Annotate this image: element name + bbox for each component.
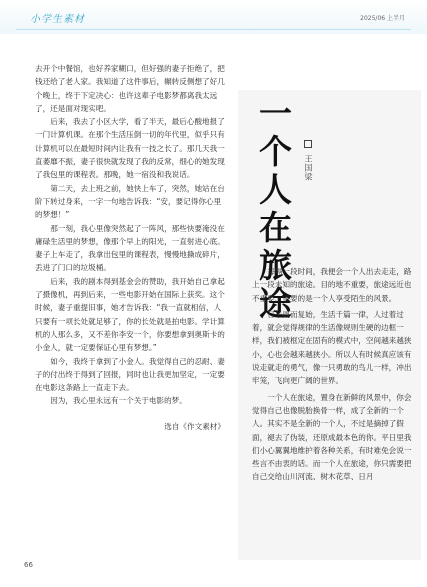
- paragraph: 日子周而复始，生活千篇一律，人过着过着，就会觉得规律的生活像规则生硬的边框一样，我们被框定在固有的模式中，空间越来越狭小，心也会越来越狭小。所以人有时候真应该有说走就走的勇气，像一只勇敢的鸟儿一样，冲出牢笼，飞向更广阔的世界。: [252, 309, 412, 386]
- author-box-icon: [304, 140, 312, 148]
- header-rule: [16, 29, 411, 30]
- magazine-logo: 小学生素材: [30, 14, 85, 25]
- paragraph: 因为，我心里永远有一个关于电影的梦。: [50, 396, 187, 406]
- paragraph: 一个人在旅途，置身在新鲜的风景中，你会觉得自己也像脱胎换骨一样，成了全新的一个人。其实不是全新的一个人，不过是摘掉了假面，褪去了伪装，还原成最本色的你。平日里我们小心翼翼地维护着各种关系，有时难免会说一些言不由衷的话。而一个人在旅途，你只需要把自己交给山川河流、树木花草、日月: [252, 392, 412, 482]
- right-column-text: [252, 265, 412, 487]
- left-column-text: [35, 62, 225, 433]
- issue-date: 2025/06 上半月: [360, 15, 405, 22]
- article-source: 选自《作文素材》: [164, 421, 225, 431]
- paragraph: 后来，我去了小区大学，看了半天，最后心酸地报了一门计算机课。在那个生活压倒一切的年代里，似乎只有计算机可以在最短时间内让我有一技之长了。那几天我一直萎靡不振，妻子很快就发现了我的反常，细心的她发现了我包里的课程表。那晚，她一宿没和我说话。: [35, 117, 225, 180]
- paragraph: 那一刻，我心里像突然起了一阵风，那些快要淹没在庸碌生活里的梦想，像那个早上的阳光，一直射进心底。妻子上车走了，我拿出包里的课程表，慢慢地撕成碎片，丢进了门口的垃圾桶。: [35, 223, 225, 273]
- paragraph: 去开个中餐馆，也好养家糊口，但好强的妻子拒绝了，把钱还给了老人家。我知道了这件事后，辗转反侧想了好几个晚上，终于下定决心：也许这辈子电影梦都离我太远了，还是面对现实吧。: [35, 64, 225, 113]
- author-name: 王国梁: [304, 154, 313, 182]
- paragraph: 每隔一段时间，我便会一个人出去走走，路上一段未知的旅途。目的地不重要，旅途远近也不重要，重要的是一个人享受陌生的风景。: [252, 267, 412, 303]
- page-header: [0, 0, 427, 34]
- article-title: 一个人在旅途: [254, 96, 293, 324]
- author-byline: [303, 140, 314, 182]
- paragraph: 第二天，去上班之前，她快上车了，突然，她站在台阶下转过身来，一字一句地告诉我：“安，要记得你心里的梦想！”: [35, 183, 225, 220]
- paragraph: 后来，我的剧本得到基金会的赞助，我开始自己拿起了摄像机，再到后来，一些电影开始在国际上获奖。这个时候，妻子重提旧事，她才告诉我：“我一直就相信，人只要有一项长处就足够了，你的长处就是拍电影。学计算机的人那么多，又不差你李安一个，你要想拿到奥斯卡的小金人，就一定要保证心里有梦想。”: [35, 276, 225, 353]
- page-number: 66: [24, 561, 33, 569]
- paragraph: 如今，我终于拿到了小金人。我觉得自己的忍耐、妻子的付出终于得到了回报，同时也让我更加坚定，一定要在电影这条路上一直走下去。: [35, 356, 225, 393]
